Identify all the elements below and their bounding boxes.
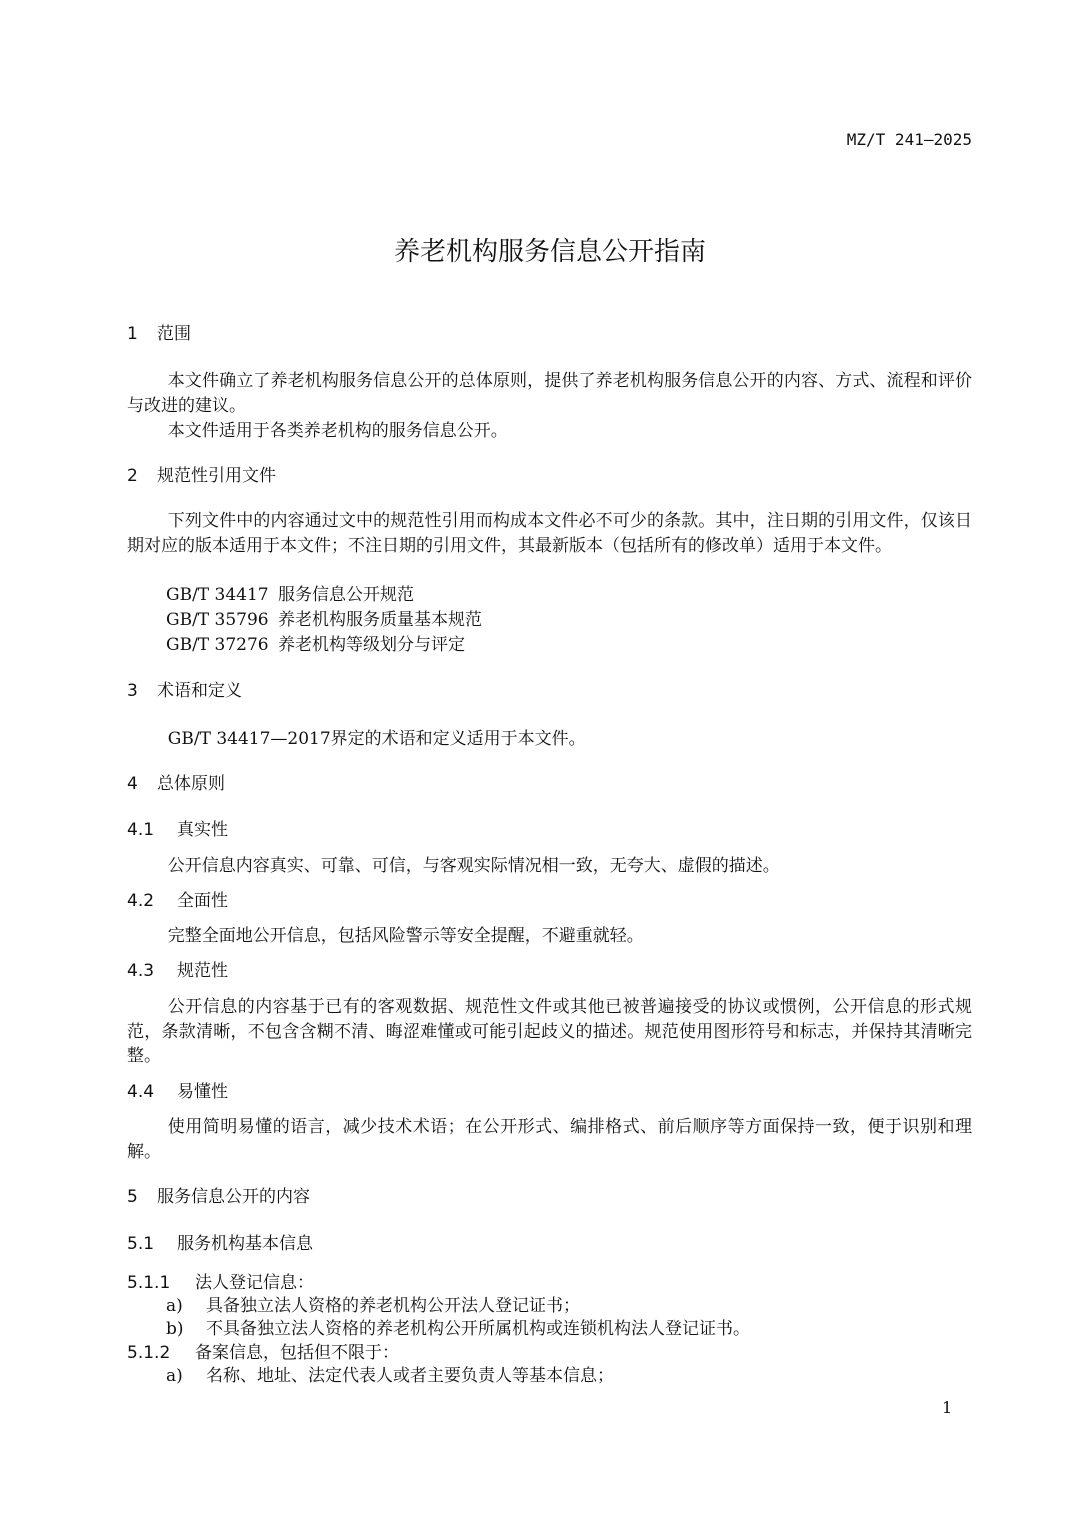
list-item: a) 名称、地址、法定代表人或者主要负责人等基本信息； — [166, 1366, 614, 1386]
paragraph: 本文件适用于各类养老机构的服务信息公开。 — [167, 421, 508, 441]
reference-item: GB/T 37276 养老机构等级划分与评定 — [166, 635, 465, 655]
section-3-heading: 3 术语和定义 — [127, 681, 242, 701]
document-title: 养老机构服务信息公开指南 — [393, 237, 706, 267]
section-5-heading: 5 服务信息公开的内容 — [127, 1187, 310, 1207]
section-1-heading: 1 范围 — [127, 324, 191, 344]
list-item: b) 不具备独立法人资格的养老机构公开所属机构或连锁机构法人登记证书。 — [166, 1319, 750, 1339]
section-4-3-heading: 4.3 规范性 — [127, 961, 228, 981]
section-4-1-heading: 4.1 真实性 — [127, 820, 228, 840]
section-2-heading: 2 规范性引用文件 — [127, 466, 276, 486]
paragraph: 本文件确立了养老机构服务信息公开的总体原则，提供了养老机构服务信息公开的内容、方式、流程和评价与改进的建议。 — [127, 371, 972, 416]
reference-item: GB/T 35796 养老机构服务质量基本规范 — [166, 610, 482, 630]
page-number: 1 — [942, 1398, 953, 1417]
section-5-1-2-heading: 5.1.2 备案信息，包括但不限于： — [127, 1343, 399, 1363]
section-4-4-heading: 4.4 易懂性 — [127, 1082, 228, 1102]
paragraph: 下列文件中的内容通过文中的规范性引用而构成本文件必不可少的条款。其中，注日期的引用文件，仅该日期对应的版本适用于本文件；不注日期的引用文件，其最新版本（包括所有的修改单）适用于本文件。 — [127, 511, 972, 556]
section-5-1-1-heading: 5.1.1 法人登记信息： — [127, 1273, 314, 1293]
document-number: MZ/T 241—2025 — [846, 130, 972, 149]
list-item: a) 具备独立法人资格的养老机构公开法人登记证书； — [166, 1296, 580, 1316]
section-4-heading: 4 总体原则 — [127, 774, 225, 794]
reference-item: GB/T 34417 服务信息公开规范 — [166, 585, 414, 605]
paragraph: 完整全面地公开信息，包括风险警示等安全提醒，不避重就轻。 — [167, 926, 644, 946]
paragraph: 公开信息内容真实、可靠、可信，与客观实际情况相一致，无夸大、虚假的描述。 — [167, 856, 780, 876]
section-4-2-heading: 4.2 全面性 — [127, 891, 228, 911]
paragraph: 公开信息的内容基于已有的客观数据、规范性文件或其他已被普遍接受的协议或惯例，公开信息的形式规范，条款清晰，不包含含糊不清、晦涩难懂或可能引起歧义的描述。规范使用图形符号和标志，并保持其清晰完整。 — [127, 997, 972, 1067]
paragraph: GB/T 34417—2017界定的术语和定义适用于本文件。 — [167, 729, 586, 749]
section-5-1-heading: 5.1 服务机构基本信息 — [127, 1234, 313, 1254]
paragraph: 使用简明易懂的语言，减少技术术语；在公开形式、编排格式、前后顺序等方面保持一致，便于识别和理解。 — [127, 1117, 972, 1162]
